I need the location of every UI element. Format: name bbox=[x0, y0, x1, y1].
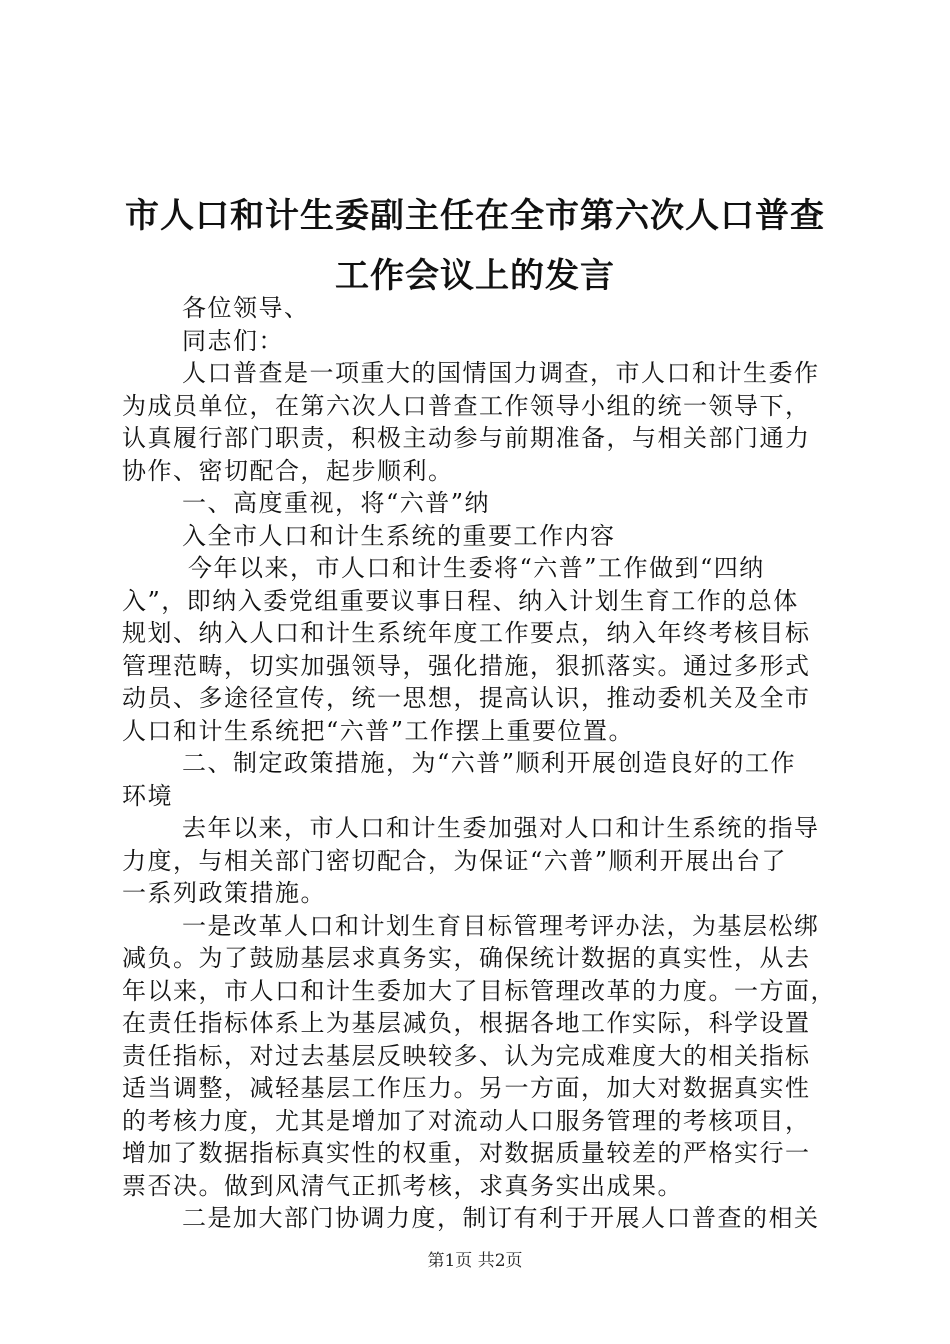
paragraph-line: 年以来，市人口和计生委加大了目标管理改革的力度。一方面， bbox=[122, 976, 836, 1005]
paragraph-line: 规划、纳入人口和计生系统年度工作要点，纳入年终考核目标 bbox=[122, 619, 811, 647]
paragraph-line: 去年以来，市人口和计生委加强对人口和计生系统的指导 bbox=[182, 814, 820, 842]
paragraph-line: 协作、密切配合，起步顺利。 bbox=[122, 456, 454, 485]
salutation-line: 各位领导、 bbox=[182, 294, 310, 322]
page-number-footer: 第1页 共2页 bbox=[427, 1251, 523, 1271]
paragraph-line: 在责任指标体系上为基层减负，根据各地工作实际，科学设置 bbox=[122, 1009, 811, 1037]
paragraph-line: 增加了数据指标真实性的权重，对数据质量较差的严格实行一 bbox=[122, 1139, 811, 1167]
document-body bbox=[122, 292, 842, 1235]
paragraph-line: 今年以来，市人口和计生委将“六普”工作做到“四纳 bbox=[188, 554, 765, 582]
document-title-line-1: 市人口和计生委副主任在全市第六次人口普查 bbox=[125, 196, 825, 236]
paragraph-line: 票否决。做到风清气正抓考核，求真务实出成果。 bbox=[122, 1171, 683, 1200]
section-heading-line: 入全市人口和计生系统的重要工作内容 bbox=[182, 521, 616, 550]
paragraph-line: 人口和计生系统把“六普”工作摆上重要位置。 bbox=[122, 716, 635, 745]
paragraph-line: 管理范畴，切实加强领导，强化措施，狠抓落实。通过多形式 bbox=[122, 651, 811, 680]
salutation-line: 同志们： bbox=[182, 326, 284, 355]
paragraph-line: 力度，与相关部门密切配合，为保证“六普”顺利开展出台了 bbox=[122, 846, 788, 875]
section-heading-line: 一、高度重视，将“六普”纳 bbox=[182, 489, 491, 517]
paragraph-line: 的考核力度，尤其是增加了对流动人口服务管理的考核项目， bbox=[122, 1106, 811, 1135]
paragraph-line: 动员、多途径宣传，统一思想，提高认识，推动委机关及全市 bbox=[122, 684, 811, 712]
section-heading-line: 环境 bbox=[122, 781, 173, 810]
paragraph-line: 一系列政策措施。 bbox=[122, 879, 326, 907]
paragraph-line: 认真履行部门职责，积极主动参与前期准备，与相关部门通力 bbox=[122, 424, 811, 452]
paragraph-line: 二是加大部门协调力度，制订有利于开展人口普查的相关 bbox=[182, 1204, 820, 1232]
paragraph-line: 人口普查是一项重大的国情国力调查，市人口和计生委作 bbox=[182, 359, 820, 387]
section-heading-line: 二、制定政策措施，为“六普”顺利开展创造良好的工作 bbox=[182, 749, 797, 777]
document-title-line-2: 工作会议上的发言 bbox=[335, 256, 615, 296]
paragraph-line: 一是改革人口和计划生育目标管理考评办法，为基层松绑 bbox=[182, 911, 820, 940]
paragraph-line: 为成员单位，在第六次人口普查工作领导小组的统一领导下， bbox=[122, 391, 811, 420]
paragraph-line: 入”，即纳入委党组重要议事日程、纳入计划生育工作的总体 bbox=[122, 586, 799, 615]
paragraph-line: 减负。为了鼓励基层求真务实，确保统计数据的真实性，从去 bbox=[122, 944, 811, 972]
paragraph-line: 适当调整，减轻基层工作压力。另一方面，加大对数据真实性 bbox=[122, 1074, 811, 1102]
paragraph-line: 责任指标，对过去基层反映较多、认为完成难度大的相关指标 bbox=[122, 1041, 811, 1070]
